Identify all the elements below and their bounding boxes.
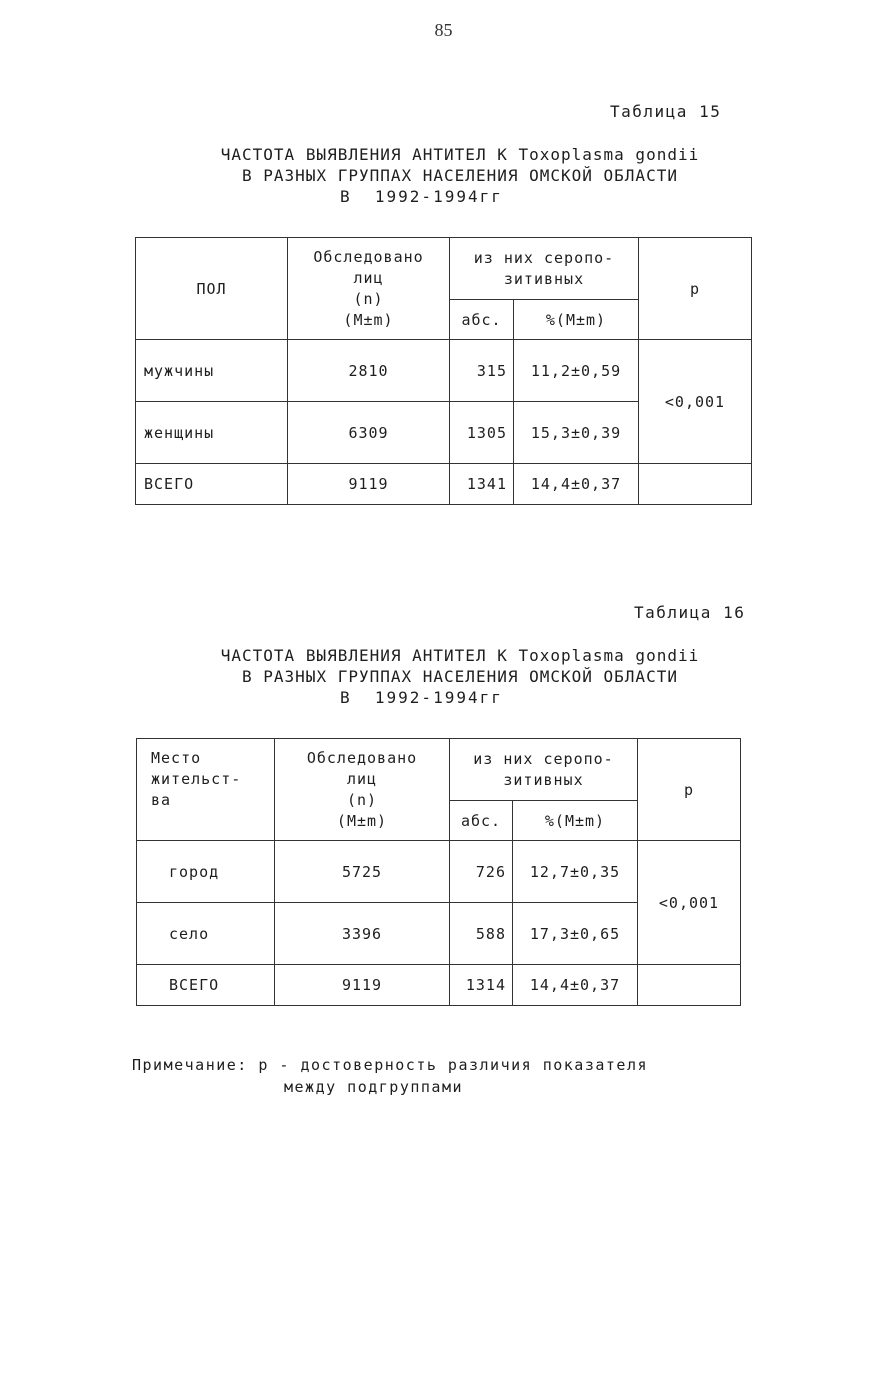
row-abs: 1314 bbox=[450, 965, 513, 1006]
table-16 bbox=[136, 738, 741, 1006]
header-pct: %(M±m) bbox=[513, 801, 638, 841]
header-group: ПОЛ bbox=[136, 238, 288, 340]
header-examined: Обследовано лиц (n) (M±m) bbox=[275, 739, 450, 841]
table-row bbox=[137, 841, 741, 903]
row-examined: 6309 bbox=[288, 402, 450, 464]
header-positive: из них серопо- зитивных bbox=[450, 739, 638, 801]
row-abs: 1305 bbox=[450, 402, 514, 464]
row-abs: 726 bbox=[450, 841, 513, 903]
row-examined: 9119 bbox=[288, 464, 450, 505]
row-p-empty bbox=[638, 965, 741, 1006]
note-line1: Примечание: р - достоверность различия показателя bbox=[132, 1056, 649, 1074]
row-pct: 14,4±0,37 bbox=[513, 965, 638, 1006]
header-pct: %(M±m) bbox=[514, 300, 639, 340]
row-group: мужчины bbox=[136, 340, 288, 402]
header-group: Место жительст- ва bbox=[137, 739, 275, 841]
row-examined: 2810 bbox=[288, 340, 450, 402]
row-pct: 15,3±0,39 bbox=[514, 402, 639, 464]
row-abs: 315 bbox=[450, 340, 514, 402]
table-row bbox=[137, 965, 741, 1006]
row-p-value: <0,001 bbox=[638, 841, 741, 965]
row-abs: 1341 bbox=[450, 464, 514, 505]
row-group: город bbox=[137, 841, 275, 903]
header-p: р bbox=[639, 238, 752, 340]
header-abs: абс. bbox=[450, 300, 514, 340]
row-pct: 11,2±0,59 bbox=[514, 340, 639, 402]
table-15-label: Таблица 15 bbox=[610, 102, 722, 121]
row-pct: 12,7±0,35 bbox=[513, 841, 638, 903]
row-examined: 3396 bbox=[275, 903, 450, 965]
row-group: женщины bbox=[136, 402, 288, 464]
header-examined: Обследовано лиц (n) (M±m) bbox=[288, 238, 450, 340]
header-abs: абс. bbox=[450, 801, 513, 841]
table-16-title-line1: ЧАСТОТА ВЫЯВЛЕНИЯ АНТИТЕЛ К Toxoplasma gondii bbox=[220, 646, 700, 665]
row-examined: 9119 bbox=[275, 965, 450, 1006]
row-abs: 588 bbox=[450, 903, 513, 965]
table-16-label: Таблица 16 bbox=[634, 603, 746, 622]
row-group: ВСЕГО bbox=[136, 464, 288, 505]
row-pct: 14,4±0,37 bbox=[514, 464, 639, 505]
page-number: 85 bbox=[434, 20, 453, 40]
table-15-title-line1: ЧАСТОТА ВЫЯВЛЕНИЯ АНТИТЕЛ К Toxoplasma gondii bbox=[220, 145, 700, 164]
note-line2: между подгруппами bbox=[284, 1078, 464, 1096]
table-row bbox=[136, 340, 752, 402]
table-row bbox=[136, 464, 752, 505]
row-p-empty bbox=[639, 464, 752, 505]
table-15 bbox=[135, 237, 752, 505]
table-16-title-line3: В 1992-1994гг bbox=[340, 688, 503, 707]
row-group: ВСЕГО bbox=[137, 965, 275, 1006]
table-15-title-line2: В РАЗНЫХ ГРУППАХ НАСЕЛЕНИЯ ОМСКОЙ ОБЛАСТИ bbox=[242, 166, 678, 185]
table-15-title-line3: В 1992-1994гг bbox=[340, 187, 503, 206]
header-positive: из них серопо- зитивных bbox=[450, 238, 639, 300]
row-pct: 17,3±0,65 bbox=[513, 903, 638, 965]
row-group: село bbox=[137, 903, 275, 965]
row-p-value: <0,001 bbox=[639, 340, 752, 464]
table-16-title-line2: В РАЗНЫХ ГРУППАХ НАСЕЛЕНИЯ ОМСКОЙ ОБЛАСТИ bbox=[242, 667, 678, 686]
row-examined: 5725 bbox=[275, 841, 450, 903]
header-p: р bbox=[638, 739, 741, 841]
